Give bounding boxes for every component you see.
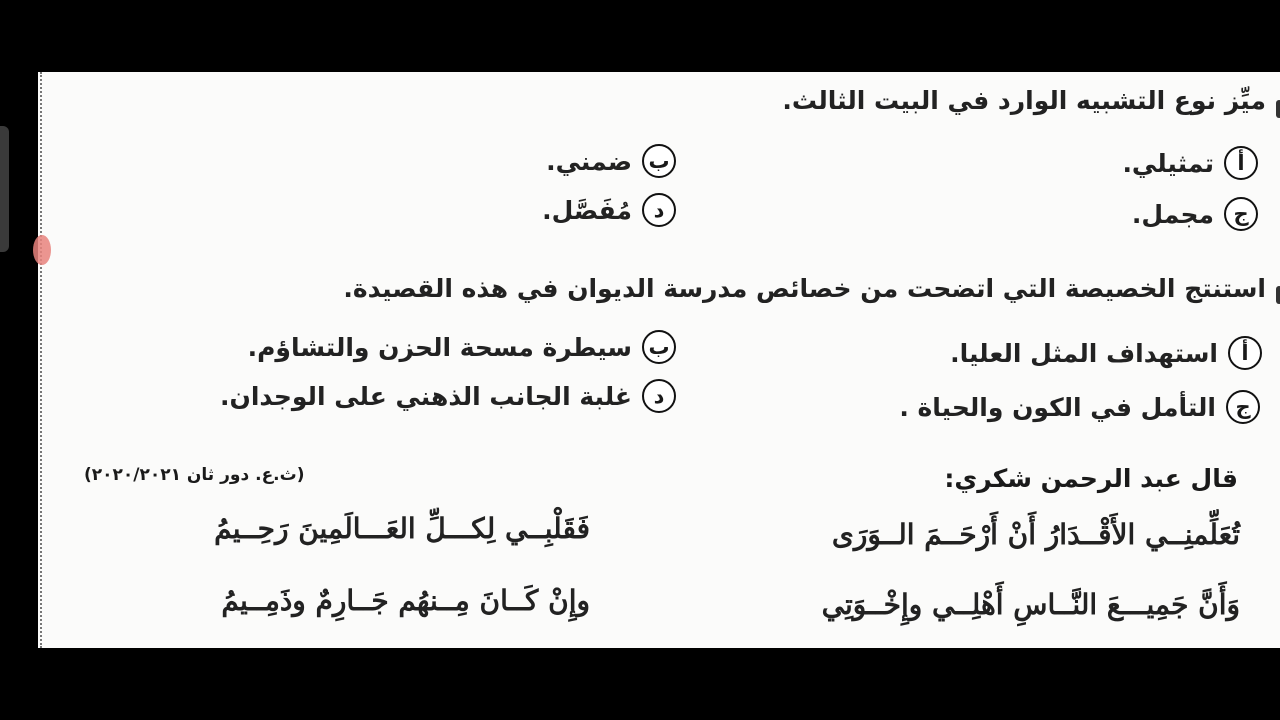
question-number-mark [1276, 100, 1280, 118]
q2-option-a[interactable] [950, 336, 1262, 370]
exam-source-note: (ث.ع. دور ثان ٢٠٢٠/٢٠٢١) [84, 465, 305, 485]
q1-option-c[interactable] [1132, 197, 1258, 231]
verse-2-first-hemistich: وَأَنَّ جَمِيـــعَ النَّــاسِ أَهْلِــي وإِخْــوَتِي [821, 588, 1240, 621]
annotation-marker [33, 235, 51, 265]
option-text: استهداف المثل العليا. [950, 338, 1218, 368]
question-number-mark [1276, 286, 1280, 304]
side-panel-tab[interactable] [0, 126, 9, 252]
document-page [38, 72, 1280, 648]
option-letter-badge: ج [1226, 390, 1260, 424]
option-text: مجمل. [1131, 199, 1214, 229]
verse-2-second-hemistich: وإِنْ كَــانَ مِــنهُم جَــارِمٌ وذَمِــيمُ [221, 584, 590, 617]
poet-attribution: قال عبد الرحمن شكري: [944, 464, 1238, 493]
q1-option-a[interactable] [1122, 146, 1258, 180]
option-letter-badge: د [642, 379, 676, 413]
option-text: مُفَصَّل. [542, 195, 632, 225]
option-letter-badge: أ [1224, 146, 1258, 180]
q2-option-d[interactable] [220, 379, 676, 413]
option-letter-badge: أ [1228, 336, 1262, 370]
option-letter-badge: د [642, 193, 676, 227]
option-letter-badge: ب [642, 144, 676, 178]
option-letter-badge: ج [1224, 197, 1258, 231]
q2-option-b[interactable] [248, 330, 676, 364]
option-text: سيطرة مسحة الحزن والتشاؤم. [247, 332, 632, 362]
dotted-margin-line [40, 72, 42, 648]
option-text: تمثيلي. [1122, 148, 1214, 178]
option-text: غلبة الجانب الذهني على الوجدان. [220, 381, 632, 411]
option-text: التأمل في الكون والحياة . [899, 392, 1216, 422]
option-letter-badge: ب [642, 330, 676, 364]
q1-option-b[interactable] [546, 144, 676, 178]
option-text: ضمني. [546, 146, 632, 176]
q2-option-c[interactable] [899, 390, 1260, 424]
verse-1-second-hemistich: فَقَلْبِــي لِكـــلِّ العَـــالَمِينَ رَحِــيمُ [214, 512, 590, 545]
question-2-text: استنتج الخصيصة التي اتضحت من خصائص مدرسة الديوان في هذه القصيدة. [343, 274, 1266, 303]
q1-option-d[interactable] [542, 193, 676, 227]
question-1-text: ميِّز نوع التشبيه الوارد في البيت الثالث. [782, 86, 1266, 115]
verse-1-first-hemistich: تُعَلِّمنِــي الأَقْــدَارُ أَنْ أَرْحَــمَ الــوَرَى [831, 518, 1240, 551]
